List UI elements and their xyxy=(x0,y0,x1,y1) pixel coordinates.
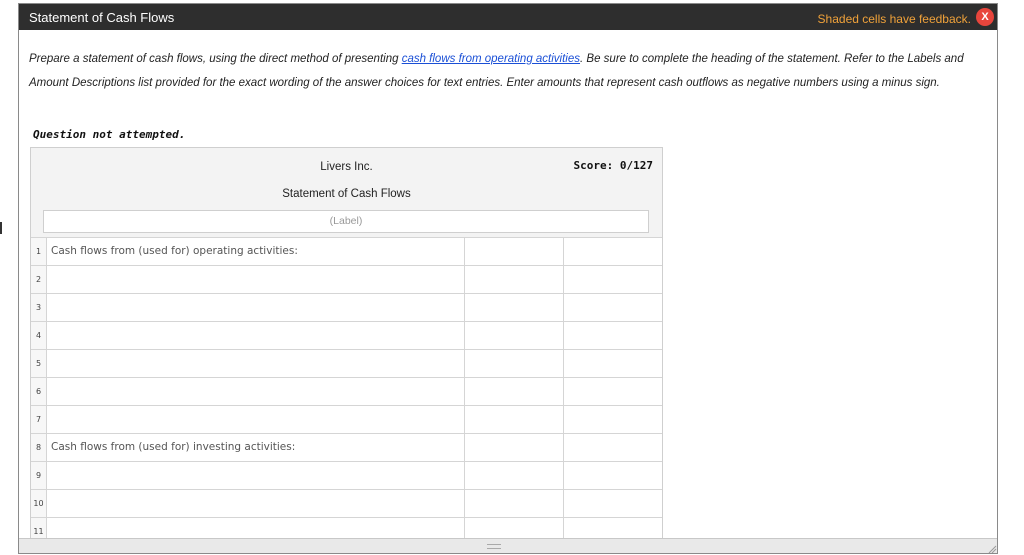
row-amount-cell-2[interactable] xyxy=(563,378,662,405)
row-label-cell[interactable] xyxy=(47,294,465,321)
statement-row xyxy=(31,462,662,490)
period-label-field[interactable]: (Label) xyxy=(43,210,649,233)
row-label-cell[interactable] xyxy=(47,378,465,405)
row-amount-cell-1[interactable] xyxy=(465,490,564,517)
row-amount-cell-1[interactable] xyxy=(465,462,564,489)
statement-row xyxy=(31,378,662,406)
feedback-note: Shaded cells have feedback. xyxy=(817,12,971,26)
instructions-text xyxy=(29,47,979,95)
row-number: 5 xyxy=(31,350,47,377)
edge-marker xyxy=(0,222,2,234)
row-amount-cell-1[interactable] xyxy=(465,322,564,349)
row-number: 6 xyxy=(31,378,47,405)
row-amount-cell-1[interactable] xyxy=(465,378,564,405)
title-bar xyxy=(19,4,997,30)
statement-row xyxy=(31,350,662,378)
statement-row xyxy=(31,294,662,322)
close-button[interactable]: X xyxy=(976,8,994,26)
row-label-cell[interactable] xyxy=(47,266,465,293)
statement-row xyxy=(31,266,662,294)
row-number: 1 xyxy=(31,238,47,265)
row-amount-cell-2[interactable] xyxy=(563,238,662,265)
row-amount-cell-1[interactable] xyxy=(465,434,564,461)
row-amount-cell-2[interactable] xyxy=(563,434,662,461)
instructions-part-2: . Be sure to complete the heading of the statement. Refer to the Labels and Amount Descriptions list provided for the exact wording of the answer choices for text entries. Enter amounts that represent cash outflows as negative numbers using a minus sign. xyxy=(29,53,964,89)
row-number: 8 xyxy=(31,434,47,461)
statement-grid xyxy=(31,237,662,546)
drag-handle-icon[interactable] xyxy=(487,544,501,549)
row-number: 7 xyxy=(31,406,47,433)
row-amount-cell-2[interactable] xyxy=(563,294,662,321)
row-label-cell[interactable]: Cash flows from (used for) investing activities: xyxy=(47,434,465,461)
instructions-part-1: Prepare a statement of cash flows, using the direct method of presenting xyxy=(29,53,402,65)
row-amount-cell-2[interactable] xyxy=(563,490,662,517)
row-number: 11 xyxy=(31,518,47,545)
resize-grip-icon[interactable] xyxy=(987,544,997,554)
row-label-cell[interactable]: Cash flows from (used for) operating activities: xyxy=(47,238,465,265)
statement-row xyxy=(31,238,662,266)
row-amount-cell-1[interactable] xyxy=(465,350,564,377)
operating-activities-link[interactable]: cash flows from operating activities xyxy=(401,53,581,65)
row-number: 4 xyxy=(31,322,47,349)
row-amount-cell-1[interactable] xyxy=(465,294,564,321)
row-number: 2 xyxy=(31,266,47,293)
row-number: 9 xyxy=(31,462,47,489)
attempt-status: Question not attempted. xyxy=(33,128,186,141)
statement-worksheet xyxy=(30,147,663,554)
row-amount-cell-2[interactable] xyxy=(563,350,662,377)
row-amount-cell-2[interactable] xyxy=(563,322,662,349)
row-amount-cell-1[interactable] xyxy=(465,266,564,293)
statement-title: Statement of Cash Flows xyxy=(282,188,411,200)
statement-row xyxy=(31,434,662,462)
row-amount-cell-2[interactable] xyxy=(563,266,662,293)
statement-row xyxy=(31,406,662,434)
row-label-cell[interactable] xyxy=(47,490,465,517)
row-label-cell[interactable] xyxy=(47,350,465,377)
row-number: 10 xyxy=(31,490,47,517)
statement-row xyxy=(31,322,662,350)
row-label-cell[interactable] xyxy=(47,322,465,349)
score-display: Score: 0/127 xyxy=(573,159,653,172)
bottom-resize-bar[interactable] xyxy=(19,538,997,554)
row-amount-cell-2[interactable] xyxy=(563,462,662,489)
row-label-cell[interactable] xyxy=(47,406,465,433)
row-amount-cell-2[interactable] xyxy=(563,406,662,433)
window-title: Statement of Cash Flows xyxy=(29,10,175,25)
dialog-window xyxy=(18,3,998,554)
company-name: Livers Inc. xyxy=(320,161,373,173)
row-number: 3 xyxy=(31,294,47,321)
row-amount-cell-1[interactable] xyxy=(465,238,564,265)
row-amount-cell-1[interactable] xyxy=(465,406,564,433)
statement-row xyxy=(31,490,662,518)
row-label-cell[interactable] xyxy=(47,462,465,489)
